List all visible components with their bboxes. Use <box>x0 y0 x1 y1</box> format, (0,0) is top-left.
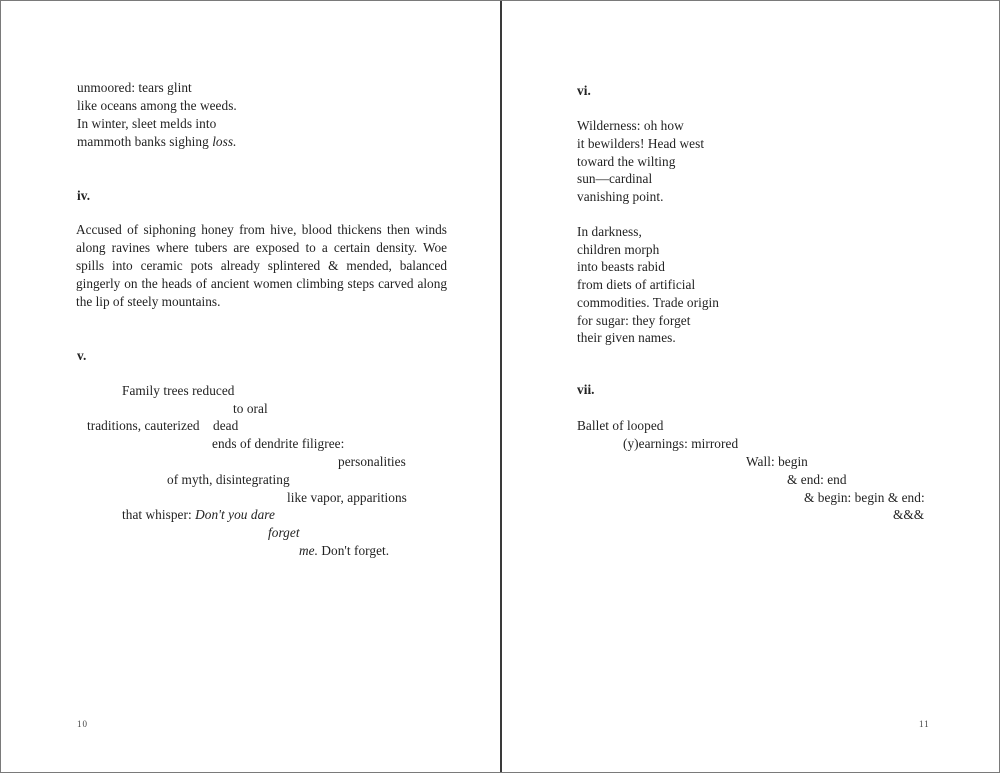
poem-line: & begin: begin & end: <box>804 490 925 505</box>
section-heading-vii: vii. <box>577 382 595 397</box>
poem-line: In winter, sleet melds into <box>77 116 217 131</box>
poem-line: like oceans among the weeds. <box>77 98 237 113</box>
poem-line: sun—cardinal <box>577 171 653 186</box>
poem-line: Wall: begin <box>746 454 808 469</box>
page-number: 10 <box>77 719 88 729</box>
poem-text: mammoth banks sighing <box>77 134 209 149</box>
poem-line <box>299 542 389 560</box>
section-heading-v: v. <box>77 348 87 363</box>
poem-line: & end: end <box>787 472 847 487</box>
poem-line: for sugar: they forget <box>577 313 691 328</box>
poem-italic-text: me. <box>299 543 318 558</box>
poem-line: ends of dendrite filigree: <box>212 436 345 451</box>
poem-text: that whisper: <box>122 507 192 522</box>
poem-line: children morph <box>577 242 660 257</box>
poem-italic-text: Don't you dare <box>195 507 275 522</box>
poem-line: it bewilders! Head west <box>577 136 705 151</box>
section-heading-iv: iv. <box>77 188 91 203</box>
poem-line: Ballet of looped <box>577 418 664 433</box>
poem-line: to oral <box>233 401 268 416</box>
poem-line <box>77 133 236 151</box>
prose-paragraph: Accused of siphoning honey from hive, blood thickens then winds along ravines where tubers are exposed to a certain density. Woe spills into ceramic pots already splintered & mended, balanced gingerly on the heads of ancient women climbing steps carved along the lip of steely mountains. <box>76 222 447 309</box>
poem-text: Don't forget. <box>321 543 390 558</box>
poem-line: traditions, cauterized <box>87 418 200 433</box>
poem-line: forget <box>268 525 300 540</box>
poem-line: of myth, disintegrating <box>167 472 290 487</box>
poem-line: vanishing point. <box>577 189 664 204</box>
poem-line: dead <box>213 418 239 433</box>
page-number: 11 <box>919 719 930 729</box>
poem-line: into beasts rabid <box>577 259 666 274</box>
poem-line: their given names. <box>577 330 676 345</box>
poem-line: In darkness, <box>577 224 642 239</box>
poem-line <box>122 506 275 524</box>
left-page <box>1 1 500 772</box>
poem-line: Family trees reduced <box>122 383 235 398</box>
poem-line: from diets of artificial <box>577 277 696 292</box>
poem-line: commodities. Trade origin <box>577 295 719 310</box>
poem-italic-text: loss. <box>212 134 237 149</box>
poem-line: Wilderness: oh how <box>577 118 684 133</box>
right-page <box>502 1 1000 772</box>
poem-line: &&& <box>893 507 925 522</box>
section-heading-vi: vi. <box>577 83 591 98</box>
poem-line: personalities <box>338 454 406 469</box>
poem-line: like vapor, apparitions <box>287 490 407 505</box>
poem-line: unmoored: tears glint <box>77 80 192 95</box>
poem-line: toward the wilting <box>577 154 676 169</box>
poem-line: (y)earnings: mirrored <box>623 436 739 451</box>
